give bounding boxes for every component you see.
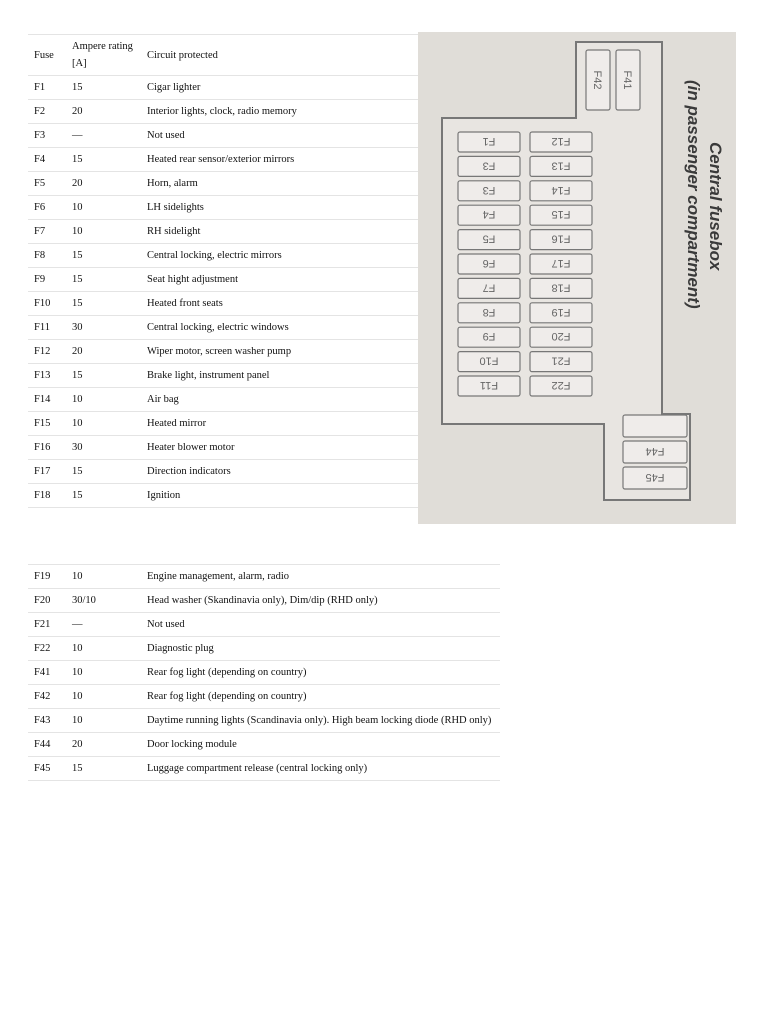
- ampere-cell: 30/10: [66, 589, 141, 613]
- fuse-f4-label: F4: [482, 208, 496, 221]
- fuse-table-main: [28, 34, 418, 508]
- ampere-cell: —: [66, 124, 141, 148]
- header-ampere: Ampere rating [A]: [66, 35, 141, 76]
- ampere-cell: 20: [66, 100, 141, 124]
- fuse-id-cell: F21: [28, 613, 66, 637]
- ampere-cell: 15: [66, 757, 141, 781]
- table-row: [28, 220, 418, 244]
- circuit-cell: RH sidelight: [141, 220, 418, 244]
- header-circuit: Circuit protected: [141, 35, 418, 76]
- ampere-cell: 10: [66, 412, 141, 436]
- ampere-cell: 10: [66, 196, 141, 220]
- table-row: [28, 613, 500, 637]
- fuse-id-cell: F43: [28, 709, 66, 733]
- fuse-id-cell: F1: [28, 76, 66, 100]
- ampere-cell: 15: [66, 148, 141, 172]
- table-row: [28, 364, 418, 388]
- table-row: [28, 100, 418, 124]
- fusebox-diagram: [418, 32, 736, 524]
- ampere-cell: 15: [66, 268, 141, 292]
- table-row: [28, 685, 500, 709]
- fuse-top-f42-label: F42: [591, 70, 603, 90]
- fuse-f7-label: F7: [482, 281, 496, 294]
- fuse-f18-label: F18: [551, 281, 571, 294]
- circuit-cell: Heated mirror: [141, 412, 418, 436]
- fuse-f22-label: F22: [551, 379, 571, 391]
- circuit-cell: LH sidelights: [141, 196, 418, 220]
- fuse-id-cell: F9: [28, 268, 66, 292]
- circuit-cell: Head washer (Skandinavia only), Dim/dip (RHD only): [141, 589, 500, 613]
- fuse-id-cell: F4: [28, 148, 66, 172]
- table-row: [28, 340, 418, 364]
- fuse-id-cell: F18: [28, 484, 66, 508]
- circuit-cell: Rear fog light (depending on country): [141, 685, 500, 709]
- fuse-f9-label: F9: [482, 330, 496, 343]
- fuse-id-cell: F13: [28, 364, 66, 388]
- ampere-cell: 30: [66, 316, 141, 340]
- fuse-id-cell: F41: [28, 661, 66, 685]
- circuit-cell: Heated rear sensor/exterior mirrors: [141, 148, 418, 172]
- table-row: [28, 709, 500, 733]
- circuit-cell: Cigar lighter: [141, 76, 418, 100]
- fuse-f3-label: F3: [482, 183, 496, 196]
- fuse-f20-label: F20: [551, 330, 571, 343]
- fuse-f3-label: F3: [482, 159, 496, 172]
- fuse-id-cell: F22: [28, 637, 66, 661]
- fuse-id-cell: F7: [28, 220, 66, 244]
- table-header-row: [28, 35, 418, 76]
- fuse-id-cell: F42: [28, 685, 66, 709]
- circuit-cell: Horn, alarm: [141, 172, 418, 196]
- circuit-cell: Wiper motor, screen washer pump: [141, 340, 418, 364]
- fuse-id-cell: F8: [28, 244, 66, 268]
- fuse-table-continued: [28, 564, 500, 781]
- table-row: [28, 565, 500, 589]
- fuse-id-cell: F16: [28, 436, 66, 460]
- fuse-f21-label: F21: [551, 354, 571, 367]
- fuse-id-cell: F3: [28, 124, 66, 148]
- fuse-top-f41-label: F41: [621, 70, 633, 90]
- circuit-cell: Rear fog light (depending on country): [141, 661, 500, 685]
- circuit-cell: Luggage compartment release (central locking only): [141, 757, 500, 781]
- fuse-f6-label: F6: [482, 257, 496, 269]
- ampere-cell: 15: [66, 364, 141, 388]
- fusebox-svg: [418, 32, 736, 524]
- fuse-id-cell: F20: [28, 589, 66, 613]
- circuit-cell: Direction indicators: [141, 460, 418, 484]
- ampere-cell: 10: [66, 661, 141, 685]
- diagram-subtitle: (in passenger compartment): [684, 80, 703, 309]
- table-row: [28, 244, 418, 268]
- ampere-cell: 15: [66, 292, 141, 316]
- fuse-id-cell: F5: [28, 172, 66, 196]
- circuit-cell: Daytime running lights (Scandinavia only). High beam locking diode (RHD only): [141, 709, 500, 733]
- fuse-bottom-blank: [623, 415, 687, 437]
- circuit-cell: Air bag: [141, 388, 418, 412]
- fuse-f17-label: F17: [551, 257, 571, 269]
- fuse-f14-label: F14: [551, 183, 571, 196]
- ampere-cell: 10: [66, 388, 141, 412]
- table-row: [28, 436, 418, 460]
- fuse-f15-label: F15: [551, 208, 571, 221]
- table-row: [28, 292, 418, 316]
- table-row: [28, 637, 500, 661]
- fuse-id-cell: F10: [28, 292, 66, 316]
- table-row: [28, 388, 418, 412]
- ampere-cell: 15: [66, 76, 141, 100]
- fuse-table-body: [28, 565, 500, 781]
- fuse-f8-label: F8: [482, 305, 496, 318]
- ampere-cell: 10: [66, 709, 141, 733]
- header-fuse: Fuse: [28, 35, 66, 76]
- table-row: [28, 268, 418, 292]
- table-row: [28, 124, 418, 148]
- table-row: [28, 589, 500, 613]
- ampere-cell: —: [66, 613, 141, 637]
- circuit-cell: Not used: [141, 124, 418, 148]
- ampere-cell: 30: [66, 436, 141, 460]
- circuit-cell: Brake light, instrument panel: [141, 364, 418, 388]
- ampere-cell: 10: [66, 565, 141, 589]
- table-row: [28, 733, 500, 757]
- fuse-f1-label: F1: [482, 135, 496, 147]
- table-row: [28, 172, 418, 196]
- fuse-bottom-f44-label: F44: [645, 445, 665, 457]
- table-row: [28, 316, 418, 340]
- table-row: [28, 412, 418, 436]
- circuit-cell: Interior lights, clock, radio memory: [141, 100, 418, 124]
- fuse-f19-label: F19: [551, 305, 571, 318]
- fuse-table-body: [28, 35, 418, 508]
- table-row: [28, 196, 418, 220]
- table-row: [28, 484, 418, 508]
- fuse-id-cell: F19: [28, 565, 66, 589]
- fuse-id-cell: F14: [28, 388, 66, 412]
- table-row: [28, 148, 418, 172]
- circuit-cell: Engine management, alarm, radio: [141, 565, 500, 589]
- ampere-cell: 10: [66, 637, 141, 661]
- circuit-cell: Seat hight adjustment: [141, 268, 418, 292]
- fuse-id-cell: F17: [28, 460, 66, 484]
- table-row: [28, 661, 500, 685]
- circuit-cell: Ignition: [141, 484, 418, 508]
- circuit-cell: Central locking, electric windows: [141, 316, 418, 340]
- fuse-bottom-f45-label: F45: [645, 471, 665, 483]
- fuse-id-cell: F44: [28, 733, 66, 757]
- fuse-f10-label: F10: [479, 354, 499, 367]
- ampere-cell: 15: [66, 244, 141, 268]
- fuse-f5-label: F5: [482, 232, 496, 245]
- ampere-cell: 20: [66, 340, 141, 364]
- ampere-cell: 15: [66, 484, 141, 508]
- circuit-cell: Diagnostic plug: [141, 637, 500, 661]
- table-row: [28, 76, 418, 100]
- fuse-id-cell: F6: [28, 196, 66, 220]
- circuit-cell: Door locking module: [141, 733, 500, 757]
- table-row: [28, 757, 500, 781]
- fuse-id-cell: F2: [28, 100, 66, 124]
- fuse-f13-label: F13: [551, 159, 571, 172]
- fuse-id-cell: F45: [28, 757, 66, 781]
- diagram-title: Central fusebox: [706, 142, 725, 271]
- fuse-id-cell: F15: [28, 412, 66, 436]
- fuse-id-cell: F11: [28, 316, 66, 340]
- table-row: [28, 460, 418, 484]
- fuse-f11-label: F11: [479, 379, 499, 391]
- fuse-f16-label: F16: [551, 232, 571, 245]
- fuse-id-cell: F12: [28, 340, 66, 364]
- circuit-cell: Heater blower motor: [141, 436, 418, 460]
- ampere-cell: 10: [66, 220, 141, 244]
- ampere-cell: 10: [66, 685, 141, 709]
- circuit-cell: Heated front seats: [141, 292, 418, 316]
- ampere-cell: 20: [66, 172, 141, 196]
- ampere-cell: 15: [66, 460, 141, 484]
- circuit-cell: Central locking, electric mirrors: [141, 244, 418, 268]
- ampere-cell: 20: [66, 733, 141, 757]
- circuit-cell: Not used: [141, 613, 500, 637]
- fuse-f12-label: F12: [551, 135, 571, 147]
